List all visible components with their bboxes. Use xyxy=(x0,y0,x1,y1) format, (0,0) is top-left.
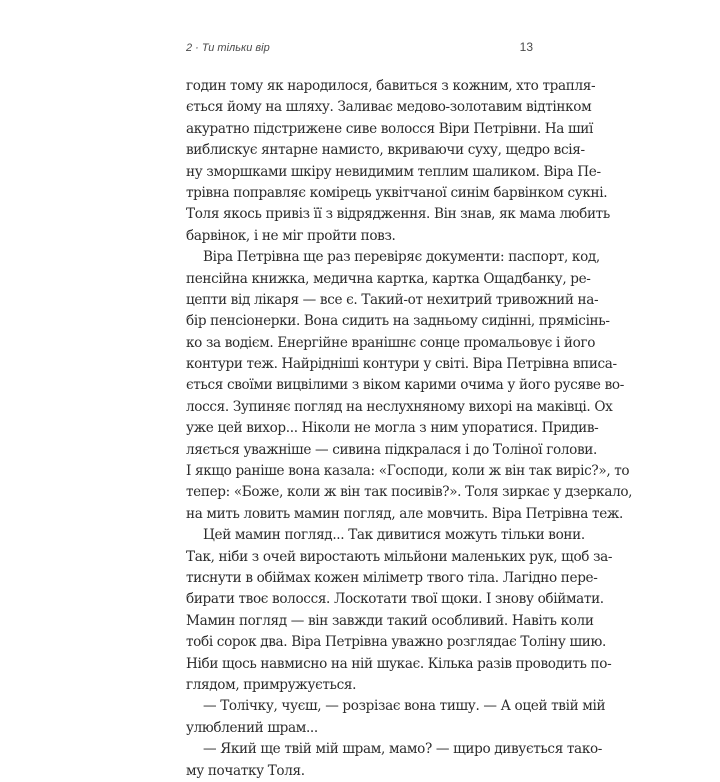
text-line: акуратно підстрижене сиве волосся Віри Петрівни. На шиї xyxy=(186,120,593,137)
text-line: І якщо раніше вона казала: «Господи, коли ж він так виріс?», то xyxy=(186,463,630,480)
page-number: 13 xyxy=(519,40,533,54)
text-line: на мить ловить мамин погляд, але мовчить. Віра Петрівна теж. xyxy=(186,505,624,522)
text-line: ється своїми вицвілими з віком карими очима у його русяве во- xyxy=(186,377,624,394)
text-line: ну зморшками шкіру невидимим теплим шаликом. Віра Пе- xyxy=(186,163,601,180)
text-line: виблискує янтарне намисто, вкриваючи суху, щедро всія- xyxy=(186,142,585,159)
text-line: улюблений шрам... xyxy=(186,719,318,736)
text-line: Віра Петрівна ще раз перевіряє документи: паспорт, код, xyxy=(203,249,600,266)
text-line: пенсійна книжка, медична картка, картка Ощадбанку, ре- xyxy=(186,270,591,287)
text-line: Так, ніби з очей виростають мільйони маленьких рук, щоб за- xyxy=(186,548,613,565)
text-line: глядом, примружується. xyxy=(186,676,357,693)
text-line: Мамин погляд — він завжди такий особливий. Навіть коли xyxy=(186,612,594,629)
text-line: ється йому на шляху. Заливає медово-золотавим відтінком xyxy=(186,99,592,116)
text-line: ляється уважніше — сивина підкралася і до Толіної голови. xyxy=(186,441,597,458)
text-line: бір пенсіонерки. Вона сидить на задньому сидінні, прямісінь- xyxy=(186,313,610,330)
text-line: — Толічку, чуєш, — розрізає вона тишу. — А оцей твій мій xyxy=(203,698,606,715)
text-line: Ніби щось навмисно на ній шукає. Кілька разів проводить по- xyxy=(186,655,612,672)
text-line: уже цей вихор... Ніколи не могла з ним упоратися. Придив- xyxy=(186,420,599,437)
running-head xyxy=(186,40,537,60)
text-line: тиснути в обіймах кожен міліметр твого тіла. Лагідно пере- xyxy=(186,569,598,586)
text-line: барвінок, і не міг пройти повз. xyxy=(186,227,396,244)
text-line: ко за водієм. Енергійне вранішнє сонце промальовує і його xyxy=(186,334,596,351)
chapter-title: 2 · Ти тільки вір xyxy=(186,42,270,54)
book-page xyxy=(186,40,633,782)
text-line: контури теж. Найрідніші контури у світі. Віра Петрівна вписа- xyxy=(186,356,617,373)
text-line: лосся. Зупиняє погляд на неслухняному вихорі на маківці. Ох xyxy=(186,398,613,415)
text-line: Цей мамин погляд... Так дивитися можуть тільки вони. xyxy=(203,527,585,544)
text-line: тепер: «Боже, коли ж він так посивів?». Толя зиркає у дзеркало, xyxy=(186,484,633,501)
text-line: тобі сорок два. Віра Петрівна уважно розглядає Толіну шию. xyxy=(186,634,606,651)
body-text xyxy=(186,76,633,782)
text-line: Толя якось привіз її з відрядження. Він знав, як мама любить xyxy=(186,206,610,223)
text-line: цепти від лікаря — все є. Такий-от нехитрий тривожний на- xyxy=(186,291,599,308)
text-line: годин тому як народилося, бавиться з кожним, хто трапля- xyxy=(186,78,596,94)
text-line: му початку Толя. xyxy=(186,762,305,779)
text-line: — Який ще твій мій шрам, мамо? — щиро дивується тако- xyxy=(203,741,603,758)
text-line: трівна поправляє комірець уквітчаної синім барвінком сукні. xyxy=(186,184,608,201)
text-line: бирати твоє волосся. Лоскотати твої щоки. І знову обіймати. xyxy=(186,591,604,608)
